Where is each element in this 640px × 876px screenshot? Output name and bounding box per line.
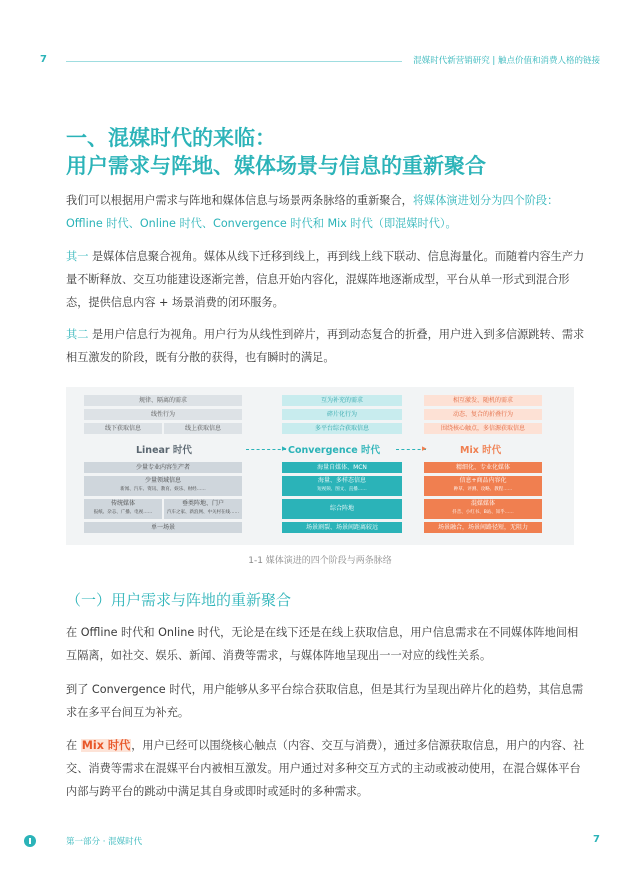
- mix-content-note: 种草、评测、攻略、教程……: [453, 487, 513, 492]
- linear-traditional-media: [84, 499, 162, 519]
- convergence-need: 互为补充的需求: [282, 395, 402, 406]
- arrow-1-head-icon: ▸: [282, 444, 287, 454]
- mix-content-block: [424, 476, 542, 496]
- mix-platform-title: 混媒媒体: [470, 500, 495, 507]
- mix-platform-block: [424, 499, 542, 519]
- convergence-era-label: Convergence 时代: [288, 445, 380, 456]
- linear-traditional-title: 传统媒体: [110, 500, 135, 507]
- header-divider: [66, 61, 402, 62]
- footer-marker-icon: [24, 835, 36, 847]
- point1-paragraph: [66, 245, 586, 314]
- linear-producers: 少量专业内容生产者: [84, 462, 242, 473]
- convergence-producers: 海量自媒体、MCN: [282, 462, 402, 473]
- mix-platform-note: 抖音、小红书、B站、知乎……: [452, 510, 514, 515]
- page-header: [0, 52, 640, 72]
- convergence-info-note: 短视频、图文、直播……: [317, 487, 367, 492]
- convergence-info-title: 海量、多样态信息: [317, 477, 366, 484]
- linear-info: [84, 476, 242, 496]
- linear-portal-title: 垂类阵地、门户: [181, 500, 224, 507]
- linear-behavior: 线性行为: [84, 409, 242, 420]
- media-evolution-diagram: [66, 387, 574, 545]
- mix-era-label: Mix 时代: [460, 445, 502, 456]
- mix-info: 围绕核心触点，多信源获取信息: [424, 423, 542, 434]
- point2-paragraph: [66, 323, 586, 369]
- linear-offline-info: 线下获取信息: [84, 423, 162, 434]
- convergence-info-block: [282, 476, 402, 496]
- point1-text: 是媒体信息聚合视角。媒体从线下迁移到线上，再到线上线下联动、信息海量化。而随着内容生产力量不断释放、交互功能建设逐渐完善，信息开始内容化，混媒阵地逐渐成型，平台从单一形式到混合形态，提供信息内容 + 场景消费的闭环服务。: [66, 250, 585, 309]
- linear-scene: 单一场景: [84, 522, 242, 533]
- mix-content-title: 信息+商品内容化: [459, 477, 507, 484]
- subsection-heading: （一）用户需求与阵地的重新聚合: [66, 591, 292, 609]
- arrow-2-head-icon: ▸: [422, 444, 427, 454]
- linear-online-info: 线上获取信息: [164, 423, 242, 434]
- intro-highlight: 将媒体演进划分为四个阶段：Offline 时代、Online 时代、Convergence 时代和 Mix 时代（即混媒时代）。: [66, 194, 559, 230]
- linear-info-title: 少量领域信息: [144, 477, 181, 484]
- linear-need: 规律、隔离的需求: [84, 395, 242, 406]
- convergence-paragraph: 到了 Convergence 时代，用户能够从多平台综合获取信息，但是其行为呈现出碎片化的趋势，其信息需求在多平台间互为补充。: [66, 683, 584, 719]
- section-heading-line2: 用户需求与阵地、媒体场景与信息的重新聚合: [66, 154, 486, 178]
- linear-traditional-note: 报纸、杂志、广播、电视……: [93, 510, 153, 515]
- mix-paragraph: [66, 734, 586, 803]
- arrow-1: [246, 449, 286, 450]
- header-page-number: 7: [40, 54, 47, 65]
- mix-era-highlight: Mix 时代: [81, 739, 131, 752]
- linear-portal-note: 汽车之家、新浪网、中关村在线……: [167, 510, 239, 515]
- intro-text: 我们可以根据用户需求与阵地和媒体信息与场景两条脉络的重新聚合，: [66, 194, 413, 207]
- mix-behavior: 动态、复合的折叠行为: [424, 409, 542, 420]
- section-heading: [66, 124, 586, 180]
- intro-paragraph: [66, 189, 586, 235]
- mix-media: 精细化、专业化媒体: [424, 462, 542, 473]
- mix-paragraph-text: ，用户已经可以围绕核心触点（内容、交互与消费），通过多信源获取信息，用户的内容、社交、消费等需求在混媒平台内被相互激发。用户通过对多种交互方式的主动或被动使用，在混合媒体平台内部与跨平台的跳动中满足其自身或即时或延时的多种需求。: [66, 739, 585, 798]
- point2-text: 是用户信息行为视角。用户行为从线性到碎片，再到动态复合的折叠，用户进入到多信源跳转、需求相互激发的阶段，既有分散的获得，也有瞬时的满足。: [66, 328, 585, 364]
- convergence-behavior: 碎片化行为: [282, 409, 402, 420]
- point1-lead: 其一: [66, 250, 89, 263]
- figure-caption: 1-1 媒体演进的四个阶段与两条脉络: [248, 556, 392, 566]
- page-footer: [0, 832, 640, 852]
- footer-page-number: 7: [593, 834, 600, 845]
- section-heading-line1: 一、混媒时代的来临：: [66, 126, 276, 150]
- mix-paragraph-prefix: 在: [66, 739, 81, 752]
- header-title: 混媒时代新营销研究 | 触点价值和消费人格的链接: [413, 56, 600, 66]
- offline-online-paragraph: 在 Offline 时代和 Online 时代，无论是在线下还是在线上获取信息，用户信息需求在不同媒体阵地间相互隔离，如社交、娱乐、新闻、消费等需求，与媒体阵地呈现出一一对应的线性关系。: [66, 626, 579, 662]
- linear-info-note: 新闻、汽车、资讯、教育、娱乐、财经……: [120, 487, 206, 492]
- convergence-platform: 综合阵地: [282, 499, 402, 519]
- mix-need: 相互激发、随机的需求: [424, 395, 542, 406]
- convergence-info: 多平台综合获取信息: [282, 423, 402, 434]
- mix-scene: 场景融合，场景间路径短，无阻力: [424, 522, 542, 533]
- linear-portal: [164, 499, 242, 519]
- footer-section: 第一部分 · 混媒时代: [66, 837, 143, 847]
- point2-lead: 其二: [66, 328, 89, 341]
- convergence-scene: 场景割裂、场景间距离较远: [282, 522, 402, 533]
- linear-era-label: Linear 时代: [136, 445, 192, 456]
